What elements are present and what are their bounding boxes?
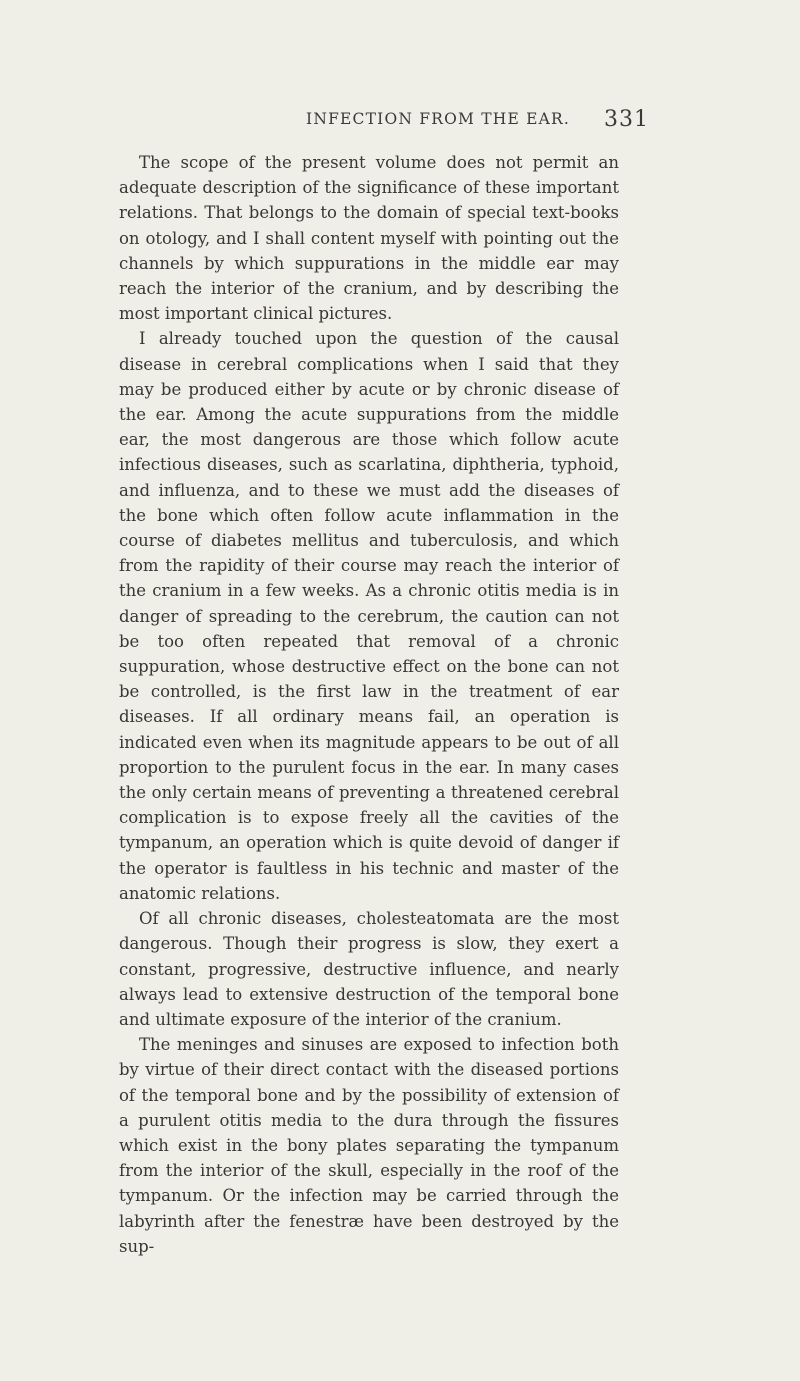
running-title: INFECTION FROM THE EAR.: [306, 110, 571, 128]
running-head: [0, 107, 800, 137]
body-text: [119, 150, 619, 1259]
page-number: 331: [604, 107, 649, 132]
paragraph-causal-disease: I already touched upon the question of the causal disease in cerebral complications when I said that they may be produced either by acute or by chronic disease of the ear. Among the acute suppurations from the middle ear, the most dangerous are those which follow acute infectious diseases, such as scarlatina, diphtheria, typhoid, and influenza, and to these we must add the diseases of the bone which often follow acute inflammation in the course of diabetes mellitus and tuberculosis, and which from the rapidity of their course may reach the interior of the cranium in a few weeks. As a chronic otitis media is in danger of spreading to the cerebrum, the caution can not be too often repeated that removal of a chronic suppuration, whose destructive effect on the bone can not be controlled, is the first law in the treatment of ear diseases. If all ordinary means fail, an operation is indicated even when its magnitude appears to be out of all proportion to the purulent focus in the ear. In many cases the only certain means of preventing a threatened cerebral complication is to expose freely all the cavities of the tympanum, an operation which is quite devoid of danger if the operator is faultless in his technic and master of the anatomic relations.: [119, 329, 619, 903]
paragraph-cholesteatomata: Of all chronic diseases, cholesteatomata are the most dangerous. Though their progress is slow, they exert a constant, progressive, destructive influence, and nearly always lead to extensive destruction of the temporal bone and ultimate exposure of the interior of the cranium.: [119, 909, 619, 1029]
paragraph-scope: The scope of the present volume does not permit an adequate description of the significance of these important relations. That belongs to the domain of special text-books on otology, and I shall content myself with pointing out the channels by which suppurations in the middle ear may reach the interior of the cranium, and by describing the most important clinical pictures.: [119, 153, 619, 324]
paragraph-meninges: The meninges and sinuses are exposed to infection both by virtue of their direct contact with the diseased portions of the temporal bone and by the possibility of extension of a purulent otitis media to the dura through the fissures which exist in the bony plates separating the tympanum from the interior of the skull, especially in the roof of the tympanum. Or the infection may be carried through the labyrinth after the fenestræ have been destroyed by the sup-: [119, 1035, 619, 1256]
